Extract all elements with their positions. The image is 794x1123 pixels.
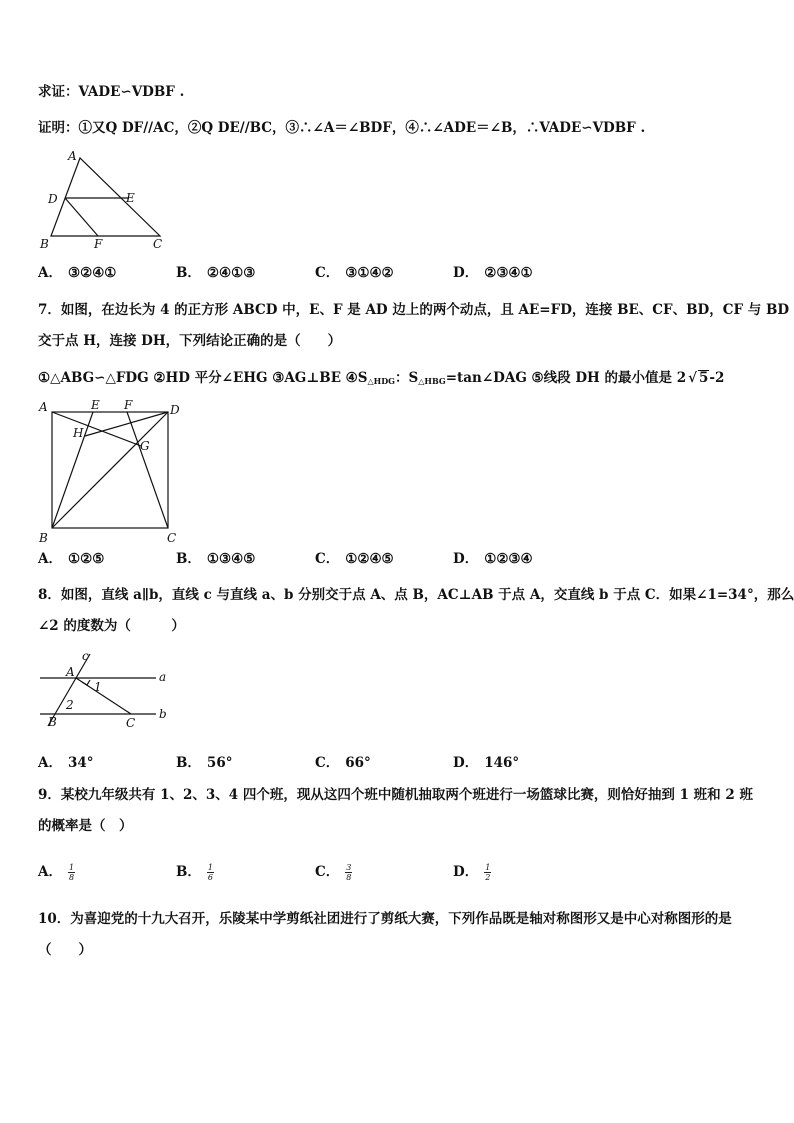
option-text: ①③④⑤ — [206, 551, 256, 567]
option-label: A． — [38, 755, 62, 771]
q7-options — [38, 549, 738, 569]
q7-label-H: H — [73, 426, 84, 440]
option-label: A． — [38, 265, 62, 281]
q8-label-A: A — [66, 665, 75, 679]
q7-stmt-part1: ①△ABG∽△FDG ②HD 平分∠EHG ③AG⊥BE ④S — [38, 370, 368, 386]
q6-option-c[interactable] — [315, 263, 394, 283]
q6-option-a[interactable] — [38, 263, 116, 283]
q8-option-b[interactable] — [176, 753, 232, 773]
q7-option-a[interactable] — [38, 549, 104, 569]
q6-label-C: C — [153, 237, 163, 251]
q6-label-E: E — [126, 191, 135, 205]
option-label: C． — [315, 755, 340, 771]
q7-option-d[interactable] — [453, 549, 533, 569]
q8-label-two: 2 — [66, 698, 74, 712]
q7-label-F: F — [124, 398, 133, 412]
q6-proof-line: 证明：①又Q DF//AC，②Q DE//BC，③∴∠A＝∠BDF，④∴∠ADE＝∠B，∴VADE∽VDBF . — [38, 120, 646, 136]
option-label: D． — [453, 265, 479, 281]
q7-statements — [38, 368, 724, 391]
q8-parallel-lines-figure — [36, 646, 176, 734]
q7-stmt-tail: -2 — [709, 370, 725, 386]
option-label: C． — [315, 265, 340, 281]
q8-label-C: C — [126, 716, 136, 730]
q6-option-d[interactable] — [453, 263, 533, 283]
q8-stem-line1: 8．如图，直线 a∥b，直线 c 与直线 a、b 分别交于点 A、点 B，AC⊥AB 于点 A，交直线 b 于点 C．如果∠1=34°，那么 — [38, 587, 794, 603]
q6-options — [38, 263, 738, 283]
option-label: A． — [38, 551, 62, 567]
option-text: 66° — [345, 755, 371, 771]
q6-prove-line: 求证：VADE∽VDBF . — [38, 84, 185, 100]
q7-stem-line2: 交于点 H，连接 DH，下列结论正确的是（ ） — [38, 333, 342, 349]
q9-options — [38, 862, 738, 882]
option-text: ①②④⑤ — [345, 551, 394, 567]
option-text: 56° — [206, 755, 233, 771]
q7-stmt-sub2: △HBG — [418, 376, 446, 386]
q7-option-c[interactable] — [315, 549, 394, 569]
option-text: 34° — [67, 755, 94, 771]
q9-option-a[interactable] — [38, 862, 75, 882]
sqrt-icon: √ — [688, 370, 697, 386]
option-label: B． — [176, 755, 201, 771]
option-label: C． — [315, 864, 340, 880]
q7-label-E: E — [91, 398, 100, 412]
option-text: ①②⑤ — [67, 551, 105, 567]
fraction: $\frac{3}{8}$ — [346, 863, 352, 882]
q8-label-B: B — [48, 715, 57, 729]
q9-option-b[interactable] — [176, 862, 214, 882]
q8-label-a: a — [159, 670, 167, 684]
q10-stem-line1: 10．为喜迎党的十九大召开，乐陵某中学剪纸社团进行了剪纸大赛，下列作品既是轴对称图形又是中心对称图形的是 — [38, 911, 732, 927]
q8-label-b: b — [159, 707, 167, 721]
q7-option-b[interactable] — [176, 549, 255, 569]
option-label: A． — [38, 864, 62, 880]
option-label: B． — [176, 864, 201, 880]
q7-label-D: D — [170, 403, 180, 417]
q8-stem-line2: ∠2 的度数为（ ） — [38, 618, 185, 634]
q6-label-D: D — [48, 192, 58, 206]
q8-label-c: c — [82, 649, 89, 663]
q6-option-b[interactable] — [176, 263, 255, 283]
q8-option-a[interactable] — [38, 753, 94, 773]
q9-stem-line1: 9．某校九年级共有 1、2、3、4 四个班，现从这四个班中随机抽取两个班进行一场篮球比赛，则恰好抽到 1 班和 2 班 — [38, 787, 753, 803]
q8-option-d[interactable] — [453, 753, 519, 773]
q7-stem-line1: 7．如图，在边长为 4 的正方形 ABCD 中，E、F 是 AD 边上的两个动点，且 AE=FD，连接 BE、CF、BD，CF 与 BD — [38, 302, 790, 318]
option-text: ③②④① — [67, 265, 117, 281]
fraction: $\frac{1}{2}$ — [485, 863, 491, 882]
q9-option-d[interactable] — [453, 862, 491, 882]
q6-label-A: A — [68, 149, 77, 163]
q6-label-F: F — [94, 237, 103, 251]
q9-stem-line2: 的概率是（ ） — [38, 818, 133, 834]
q7-stmt-sub1: △HDG — [367, 376, 396, 386]
option-label: D． — [453, 755, 479, 771]
option-text: ②③④① — [484, 265, 533, 281]
q7-square-figure — [36, 396, 186, 548]
q7-label-B: B — [39, 531, 48, 545]
option-label: D． — [453, 864, 479, 880]
fraction: $\frac{1}{6}$ — [207, 863, 214, 882]
option-text: ②④①③ — [206, 265, 256, 281]
option-label: C． — [315, 551, 340, 567]
option-text: ①②③④ — [484, 551, 533, 567]
q8-options — [38, 753, 738, 773]
option-label: B． — [176, 551, 201, 567]
q7-label-G: G — [140, 439, 150, 453]
q7-stmt-root: 5 — [698, 370, 709, 386]
option-text: 146° — [484, 755, 520, 771]
q7-stmt-part2: ：S — [395, 370, 419, 386]
q7-label-A: A — [39, 400, 48, 414]
q7-stmt-part3: =tan∠DAG ⑤线段 DH 的最小值是 2 — [445, 370, 687, 386]
q6-triangle-figure — [36, 148, 176, 254]
option-label: B． — [176, 265, 201, 281]
q8-label-one: 1 — [94, 680, 102, 694]
option-label: D． — [453, 551, 479, 567]
q7-label-C: C — [167, 531, 177, 545]
q10-stem-line2: （ ） — [38, 942, 92, 958]
q6-label-B: B — [40, 237, 49, 251]
q9-option-c[interactable] — [315, 862, 352, 882]
q8-option-c[interactable] — [315, 753, 371, 773]
option-text: ③①④② — [345, 265, 394, 281]
fraction: $\frac{1}{8}$ — [68, 863, 75, 882]
